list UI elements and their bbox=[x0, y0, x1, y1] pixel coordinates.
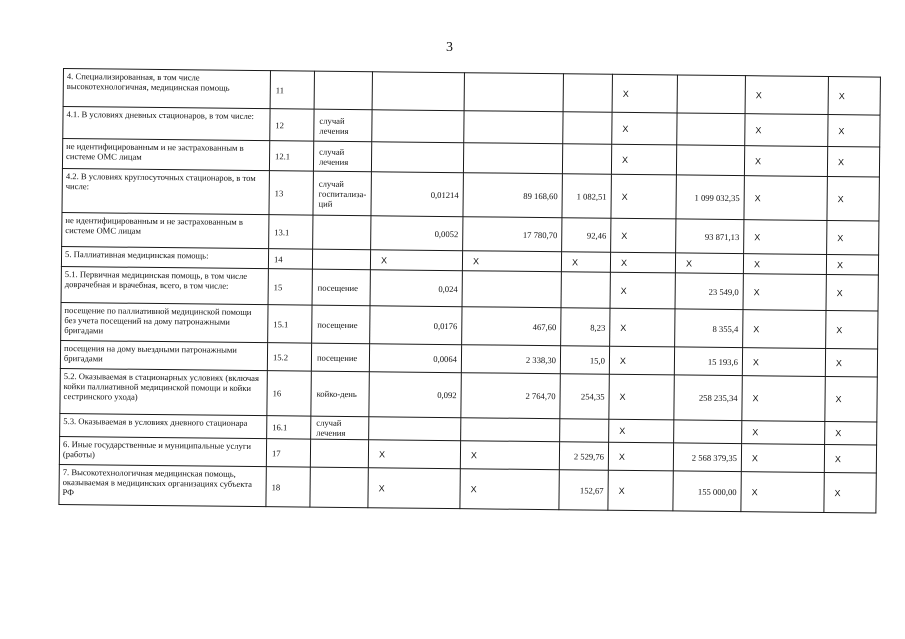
col10-cell: X bbox=[826, 311, 878, 350]
col10-cell: X bbox=[828, 115, 880, 148]
row-code-cell: 15.1 bbox=[268, 305, 312, 343]
col5-cell bbox=[462, 271, 561, 308]
col7-cell: X bbox=[611, 218, 676, 253]
col9-cell: X bbox=[745, 76, 828, 115]
col10-cell: X bbox=[827, 147, 879, 178]
row-name-cell: 4.2. В условиях круглосуточных стационаров, в том числе: bbox=[62, 168, 269, 214]
col7-cell: X bbox=[612, 112, 677, 145]
data-table bbox=[58, 68, 881, 514]
col7-cell: X bbox=[610, 252, 675, 273]
col10-cell: X bbox=[826, 275, 878, 312]
row-code-cell: 17 bbox=[266, 439, 310, 467]
col4-cell: X bbox=[368, 468, 460, 509]
col10-cell: X bbox=[827, 221, 879, 256]
row-name-cell: 4.1. В условиях дневных стационаров, в том числе: bbox=[63, 107, 270, 141]
col5-cell: 17 780,70 bbox=[463, 217, 562, 252]
row-unit-cell bbox=[310, 439, 368, 468]
col9-cell: X bbox=[742, 376, 825, 422]
row-unit-cell: посещение bbox=[312, 305, 370, 344]
row-name-cell: 6. Иные государственные и муниципальные услуги (работы) bbox=[59, 436, 266, 466]
col8-cell: 15 193,6 bbox=[674, 347, 742, 376]
row-code-cell: 13 bbox=[269, 171, 313, 215]
col8-cell bbox=[676, 145, 744, 176]
col4-cell: 0,024 bbox=[370, 270, 462, 307]
col8-cell bbox=[677, 75, 745, 114]
col6-cell: 152,67 bbox=[559, 470, 608, 511]
col7-cell: X bbox=[611, 174, 676, 219]
row-name-cell: 4. Специализированная, в том числе высокотехнологичная, медицинская помощь bbox=[63, 69, 270, 109]
col7-cell: X bbox=[610, 272, 675, 309]
col8-cell: 155 000,00 bbox=[673, 471, 741, 512]
col5-cell: X bbox=[460, 441, 559, 470]
col5-cell: X bbox=[462, 251, 561, 272]
col5-cell bbox=[461, 418, 560, 442]
col6-cell bbox=[560, 419, 609, 443]
col4-cell: X bbox=[370, 250, 462, 271]
col8-cell: X bbox=[675, 253, 743, 274]
col7-cell: X bbox=[609, 346, 674, 375]
col7-cell: X bbox=[610, 308, 675, 347]
col8-cell bbox=[677, 113, 745, 146]
col4-cell: X bbox=[368, 440, 460, 469]
col5-cell: 467,60 bbox=[462, 307, 561, 346]
col4-cell: 0,092 bbox=[369, 372, 461, 418]
row-name-cell: посещения на дому выездными патронажными бригадами bbox=[60, 340, 267, 370]
col6-cell: X bbox=[561, 252, 610, 273]
row-unit-cell: посещение bbox=[312, 269, 370, 306]
row-code-cell: 16.1 bbox=[267, 416, 311, 439]
col6-cell bbox=[562, 144, 611, 175]
col6-cell bbox=[563, 112, 612, 145]
col5-cell: 2 764,70 bbox=[461, 373, 560, 419]
col5-cell: 2 338,30 bbox=[461, 345, 560, 374]
row-unit-cell: случай лечения bbox=[314, 109, 372, 142]
col5-cell: 89 168,60 bbox=[463, 173, 562, 218]
col9-cell: X bbox=[742, 421, 825, 445]
col7-cell: X bbox=[611, 144, 676, 175]
col9-cell: X bbox=[743, 254, 826, 275]
col4-cell bbox=[372, 72, 464, 111]
row-name-cell: 5.3. Оказываемая в условиях дневного стационара bbox=[60, 413, 267, 438]
col10-cell: X bbox=[825, 421, 877, 445]
row-code-cell: 16 bbox=[267, 371, 311, 416]
row-code-cell: 15.2 bbox=[267, 343, 311, 371]
row-name-cell: посещение по паллиативной медицинской помощи без учета посещений на дому патронажными бригадами bbox=[61, 302, 268, 342]
col8-cell: 93 871,13 bbox=[676, 219, 744, 254]
col10-cell: X bbox=[826, 255, 878, 276]
row-name-cell: не идентифицированным и не застрахованным в системе ОМС лицам bbox=[62, 139, 269, 171]
col6-cell bbox=[563, 74, 612, 113]
row-unit-cell: посещение bbox=[311, 343, 369, 372]
col6-cell: 2 529,76 bbox=[559, 442, 608, 471]
col9-cell: X bbox=[744, 176, 827, 221]
col4-cell bbox=[372, 110, 464, 143]
row-code-cell: 12.1 bbox=[269, 141, 313, 171]
row-code-cell: 14 bbox=[268, 249, 312, 269]
row-name-cell: не идентифицированным и не застрахованным в системе ОМС лицам bbox=[62, 212, 269, 248]
row-code-cell: 11 bbox=[270, 71, 314, 109]
col4-cell bbox=[371, 142, 463, 173]
col9-cell: X bbox=[742, 348, 825, 377]
col4-cell: 0,01214 bbox=[371, 172, 463, 217]
col5-cell bbox=[464, 111, 563, 144]
col9-cell: X bbox=[741, 444, 824, 473]
col8-cell: 1 099 032,35 bbox=[676, 175, 744, 220]
col7-cell: X bbox=[612, 74, 677, 113]
col6-cell: 15,0 bbox=[560, 346, 609, 375]
page-number: 3 bbox=[446, 40, 453, 55]
col4-cell bbox=[369, 417, 461, 441]
col6-cell: 254,35 bbox=[560, 374, 609, 420]
row-name-cell: 5. Паллиативная медицинская помощь: bbox=[61, 246, 268, 268]
col5-cell bbox=[463, 143, 562, 174]
col4-cell: 0,0052 bbox=[371, 216, 463, 251]
col6-cell: 8,23 bbox=[561, 308, 610, 347]
col10-cell: X bbox=[824, 444, 876, 473]
col7-cell: X bbox=[609, 419, 674, 443]
col9-cell: X bbox=[743, 310, 826, 349]
row-code-cell: 12 bbox=[270, 109, 314, 141]
row-unit-cell: случай лечения bbox=[313, 141, 371, 172]
col5-cell: X bbox=[460, 469, 559, 510]
col7-cell: X bbox=[608, 442, 673, 471]
col9-cell: X bbox=[745, 114, 828, 147]
row-unit-cell: случай лечения bbox=[311, 416, 369, 440]
col4-cell: 0,0176 bbox=[370, 306, 462, 345]
col6-cell: 1 082,51 bbox=[562, 174, 611, 219]
row-name-cell: 5.1. Первичная медицинская помощь, в том числе доврачебная и врачебная, всего, в том числе: bbox=[61, 266, 268, 304]
row-unit-cell bbox=[312, 249, 370, 270]
col9-cell: X bbox=[744, 146, 827, 177]
row-unit-cell: случай госпитализа-ций bbox=[313, 171, 371, 216]
col4-cell: 0,0064 bbox=[369, 344, 461, 373]
row-name-cell: 5.2. Оказываемая в стационарных условиях (включая койки паллиативной медицинской помощи и койки сестринского ухода) bbox=[60, 368, 267, 415]
col7-cell: X bbox=[609, 374, 674, 420]
col7-cell: X bbox=[608, 470, 673, 511]
col10-cell: X bbox=[825, 376, 877, 422]
col9-cell: X bbox=[743, 274, 826, 311]
col8-cell: 258 235,34 bbox=[674, 375, 742, 421]
col10-cell: X bbox=[827, 177, 879, 222]
col5-cell bbox=[464, 73, 563, 112]
col8-cell bbox=[674, 420, 742, 444]
col8-cell: 23 549,0 bbox=[675, 273, 743, 310]
col6-cell bbox=[561, 272, 610, 309]
col9-cell: X bbox=[741, 472, 824, 513]
row-unit-cell bbox=[310, 467, 368, 508]
row-code-cell: 18 bbox=[266, 467, 310, 507]
col10-cell: X bbox=[825, 349, 877, 378]
col9-cell: X bbox=[744, 220, 827, 255]
table-row bbox=[59, 464, 876, 513]
row-code-cell: 15 bbox=[268, 269, 312, 305]
col10-cell: X bbox=[824, 472, 876, 513]
col10-cell: X bbox=[828, 77, 880, 116]
col8-cell: 8 355,4 bbox=[675, 309, 743, 348]
row-name-cell: 7. Высокотехнологичная медицинская помощь, оказываемая в медицинских организациях субъекта РФ bbox=[59, 464, 266, 506]
col6-cell: 92,46 bbox=[562, 218, 611, 253]
row-unit-cell bbox=[314, 71, 372, 110]
row-code-cell: 13.1 bbox=[269, 215, 313, 249]
row-unit-cell: койко-день bbox=[311, 371, 369, 417]
row-unit-cell bbox=[313, 215, 371, 250]
col8-cell: 2 568 379,35 bbox=[673, 443, 741, 472]
